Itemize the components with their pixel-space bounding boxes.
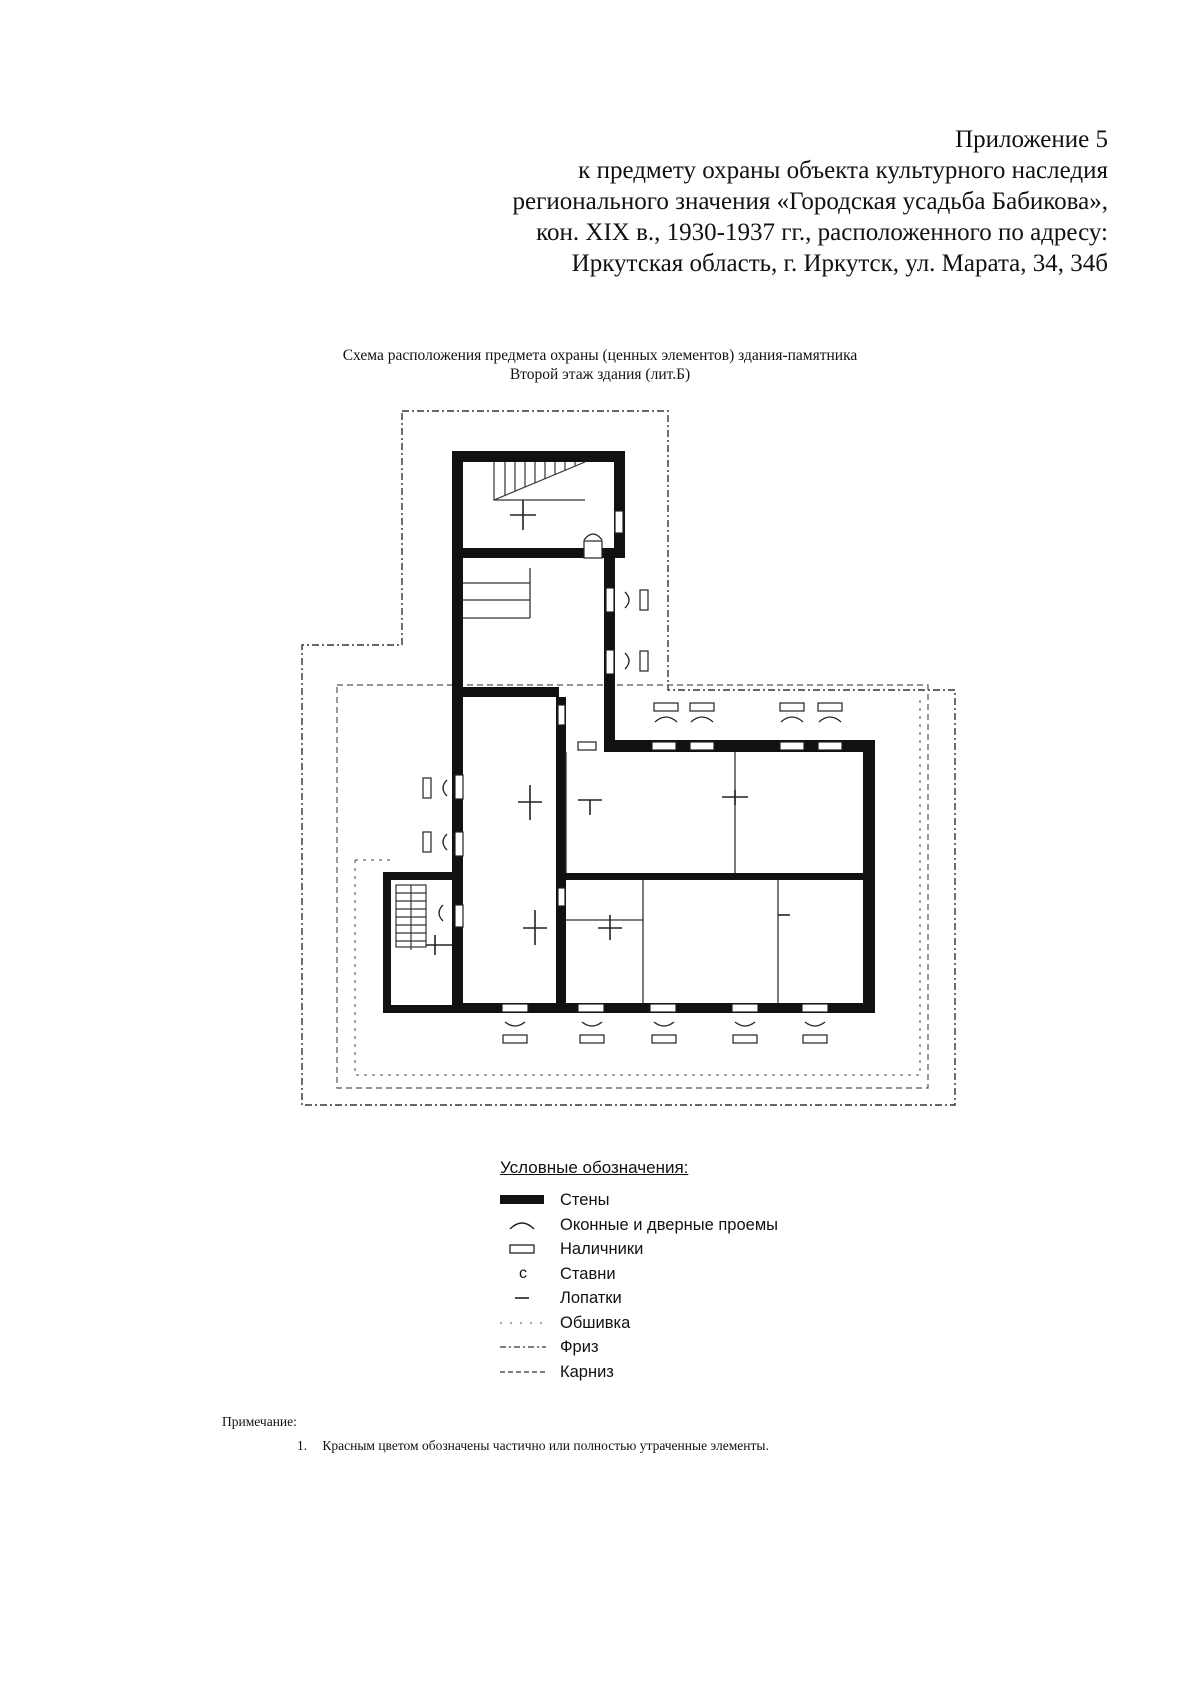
legend-row-pilasters: [500, 1288, 688, 1313]
header-line: Приложение 5: [955, 126, 1108, 153]
legend-label: Лопатки: [560, 1289, 622, 1307]
header-line: регионального значения «Городская усадьба Бабикова»,: [512, 188, 1108, 215]
interior-partitions: [463, 568, 778, 1003]
stair-top: [494, 462, 585, 500]
legend-label: Наличники: [560, 1240, 644, 1258]
frieze-icon: [500, 1337, 546, 1357]
cornice-outline: [302, 411, 955, 1105]
note-item: [297, 1437, 769, 1455]
legend-label: Ставни: [560, 1264, 616, 1283]
header-line: кон. XIX в., 1930-1937 гг., расположенного по адресу:: [536, 219, 1108, 246]
stair-bottom: [396, 885, 426, 950]
opening-arc-icon: [500, 1215, 546, 1235]
legend-row-frieze: [500, 1337, 688, 1362]
note-block: [222, 1413, 769, 1455]
legend-row-openings: [500, 1215, 779, 1240]
legend-label: Фриз: [560, 1338, 599, 1356]
walls-icon: [500, 1190, 546, 1210]
legend-row-cladding: [500, 1313, 688, 1338]
pilaster-icon: [500, 1288, 546, 1308]
note-item-text: Красным цветом обозначены частично или полностью утраченные элементы.: [322, 1438, 769, 1453]
note-item-number: 1.: [297, 1438, 308, 1453]
cornice-icon: [500, 1362, 546, 1382]
scheme-title: Схема расположения предмета охраны (ценных элементов) здания-памятника: [342, 347, 858, 364]
cladding-outline: [355, 700, 920, 1075]
note-title: Примечание:: [222, 1414, 297, 1429]
walls: [383, 451, 875, 1013]
header-line: Иркутская область, г. Иркутск, ул. Марата, 34, 34б: [571, 250, 1108, 277]
legend-row-trims: [500, 1239, 688, 1264]
cladding-icon: [500, 1313, 546, 1333]
header-line: к предмету охраны объекта культурного наследия: [578, 157, 1108, 184]
legend-label: Карниз: [560, 1362, 614, 1381]
shutter-icon: с: [519, 1264, 527, 1282]
window-trims: [423, 590, 842, 1043]
legend: [500, 1158, 779, 1386]
legend-row-cornice: [500, 1362, 688, 1387]
trim-icon: [500, 1239, 546, 1259]
wall-openings: [455, 511, 842, 1012]
legend-label: Оконные и дверные проемы: [560, 1215, 779, 1234]
legend-label: Обшивка: [560, 1313, 631, 1332]
legend-row-walls: [500, 1190, 688, 1215]
scheme-subtitle: Второй этаж здания (лит.Б): [509, 366, 691, 383]
legend-row-shutters: [500, 1264, 688, 1289]
legend-title: Условные обозначения:: [500, 1158, 689, 1177]
legend-label: Стены: [560, 1191, 610, 1209]
